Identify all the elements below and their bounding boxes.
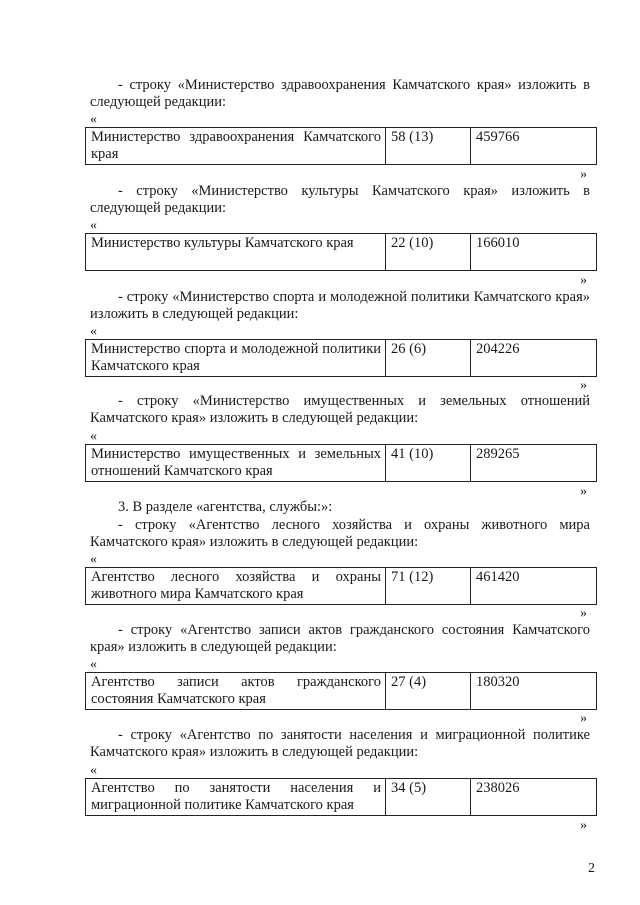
- paragraph-intro: - строку «Агентство по занятости населения и миграционной политике Камчатского края» изложить в следующей редакции:: [90, 727, 590, 760]
- table-row: [85, 233, 597, 271]
- open-quote: «: [90, 763, 97, 778]
- staff-count: 26 (6): [386, 340, 471, 377]
- amount-value: 289265: [471, 445, 597, 482]
- close-quote: »: [580, 273, 587, 288]
- open-quote: «: [90, 552, 97, 567]
- organization-name: Министерство здравоохранения Камчатского края: [86, 128, 386, 165]
- staff-count: 41 (10): [386, 445, 471, 482]
- staff-count: 71 (12): [386, 568, 471, 605]
- section-heading: 3. В разделе «агентства, службы:»:: [118, 499, 333, 515]
- close-quote: »: [580, 484, 587, 499]
- table-row: [85, 672, 597, 710]
- table-row: [85, 339, 597, 377]
- open-quote: «: [90, 324, 97, 339]
- organization-name: Министерство спорта и молодежной политики Камчатского края: [86, 340, 386, 377]
- close-quote: »: [580, 606, 587, 621]
- page-number: 2: [588, 861, 595, 876]
- open-quote: «: [90, 218, 97, 233]
- staff-count: 58 (13): [386, 128, 471, 165]
- open-quote: «: [90, 429, 97, 444]
- paragraph-intro: - строку «Министерство спорта и молодежной политики Камчатского края» изложить в следующей редакции:: [90, 289, 590, 322]
- table-row: [85, 567, 597, 605]
- paragraph-intro: - строку «Агентство лесного хозяйства и охраны животного мира Камчатского края» изложить в следующей редакции:: [90, 517, 590, 550]
- organization-name: Агентство лесного хозяйства и охраны животного мира Камчатского края: [86, 568, 386, 605]
- paragraph-intro: - строку «Министерство имущественных и земельных отношений Камчатского края» изложить в следующей редакции:: [90, 393, 590, 426]
- paragraph-intro: - строку «Министерство здравоохранения Камчатского края» изложить в следующей редакции:: [90, 77, 590, 110]
- open-quote: «: [90, 657, 97, 672]
- amount-value: 459766: [471, 128, 597, 165]
- table-row: [85, 444, 597, 482]
- table-row: [85, 127, 597, 165]
- amount-value: 238026: [471, 779, 597, 816]
- open-quote: «: [90, 112, 97, 127]
- organization-name: Агентство записи актов гражданского состояния Камчатского края: [86, 673, 386, 710]
- organization-name: Министерство культуры Камчатского края: [86, 234, 386, 271]
- amount-value: 166010: [471, 234, 597, 271]
- close-quote: »: [580, 378, 587, 393]
- staff-count: 22 (10): [386, 234, 471, 271]
- paragraph-intro: - строку «Агентство записи актов гражданского состояния Камчатского края» изложить в следующей редакции:: [90, 622, 590, 655]
- close-quote: »: [580, 818, 587, 833]
- amount-value: 461420: [471, 568, 597, 605]
- amount-value: 204226: [471, 340, 597, 377]
- staff-count: 27 (4): [386, 673, 471, 710]
- close-quote: »: [580, 711, 587, 726]
- paragraph-intro: - строку «Министерство культуры Камчатского края» изложить в следующей редакции:: [90, 183, 590, 216]
- close-quote: »: [580, 167, 587, 182]
- organization-name: Агентство по занятости населения и миграционной политике Камчатского края: [86, 779, 386, 816]
- staff-count: 34 (5): [386, 779, 471, 816]
- organization-name: Министерство имущественных и земельных отношений Камчатского края: [86, 445, 386, 482]
- amount-value: 180320: [471, 673, 597, 710]
- table-row: [85, 778, 597, 816]
